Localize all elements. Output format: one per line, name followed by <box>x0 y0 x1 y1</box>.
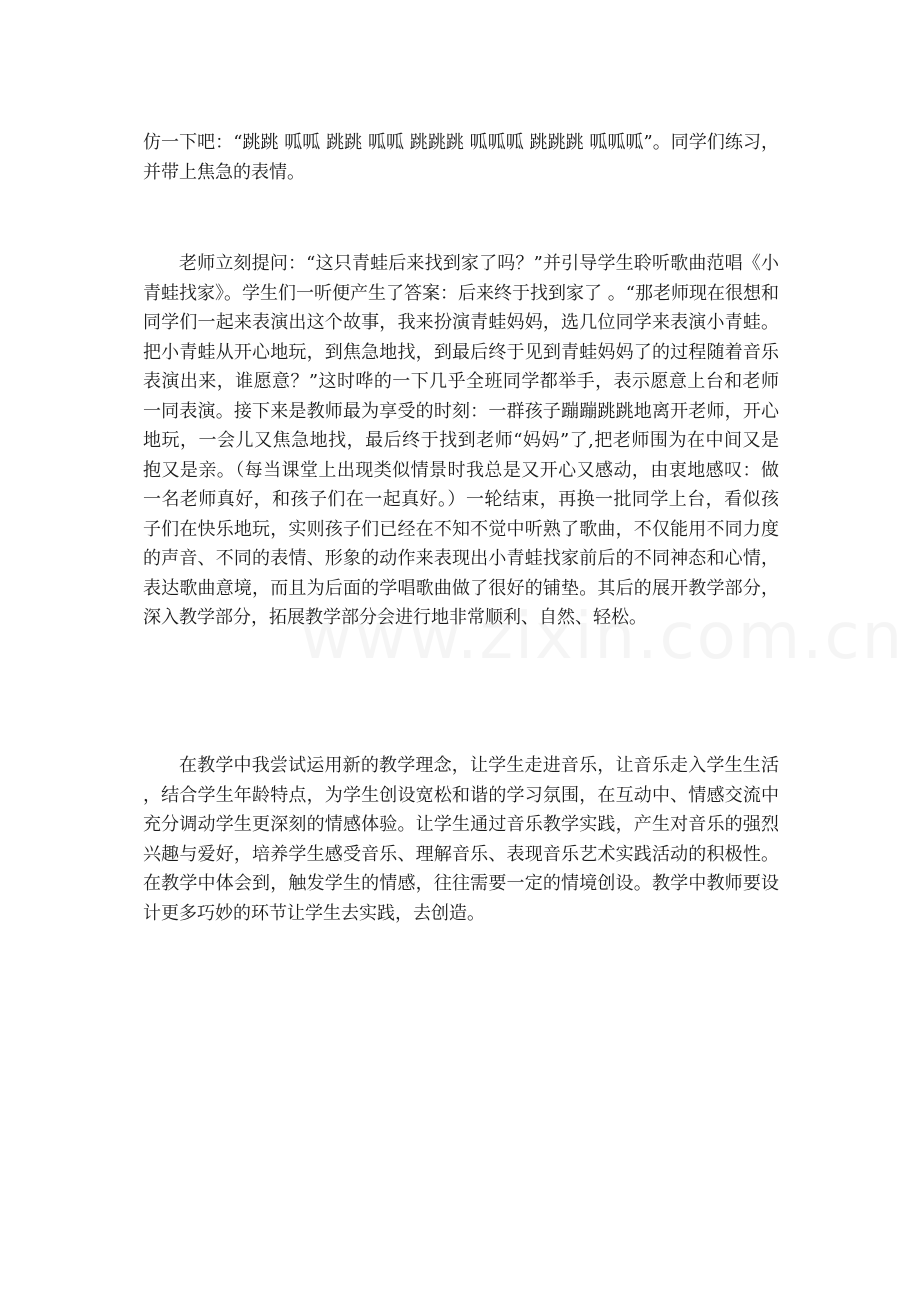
paragraph-1: 仿一下吧：“跳跳 呱呱 跳跳 呱呱 跳跳跳 呱呱呱 跳跳跳 呱呱呱”。同学们练习，并带上焦急的表情。 <box>143 132 779 183</box>
paragraph-2: 老师立刻提问：“这只青蛙后来找到家了吗？”并引导学生聆听歌曲范唱《小青蛙找家》。学生们一听便产生了答案：后来终于找到家了 。“那老师现在很想和同学们一起来表演出这个故事，我来扮演青蛙妈妈，选几位同学来表演小青蛙。把小青蛙从开心地玩，到焦急地找，到最后终于见到青蛙妈妈了的过程随着音乐表演出来，谁愿意？”这时哗的一下几乎全班同学都举手，表示愿意上台和老师一同表演。接下来是教师最为享受的时刻：一群孩子蹦蹦跳跳地离开老师，开心地玩，一会儿又焦急地找，最后终于找到老师“妈妈”了,把老师围为在中间又是抱又是亲。（每当课堂上出现类似情景时我总是又开心又感动，由衷地感叹：做一名老师真好，和孩子们在一起真好。）一轮结束，再换一批同学上台，看似孩子们在快乐地玩，实则孩子们已经在不知不觉中听熟了歌曲，不仅能用不同力度的声音、不同的表情、形象的动作来表现出小青蛙找家前后的不同神态和心情，表达歌曲意境，而且为后面的学唱歌曲做了很好的铺垫。其后的展开教学部分，深入教学部分，拓展教学部分会进行地非常顺利、自然、轻松。 <box>143 253 779 628</box>
paragraph-3: 在教学中我尝试运用新的教学理念，让学生走进音乐，让音乐走入学生生活，结合学生年龄特点，为学生创设宽松和谐的学习氛围，在互动中、情感交流中充分调动学生更深刻的情感体验。让学生通过音乐教学实践，产生对音乐的强烈兴趣与爱好，培养学生感受音乐、理解音乐、表现音乐艺术实践活动的积极性。在教学中体会到，触发学生的情感，往往需要一定的情境创设。教学中教师要设计更多巧妙的环节让学生去实践，去创造。 <box>143 755 779 924</box>
